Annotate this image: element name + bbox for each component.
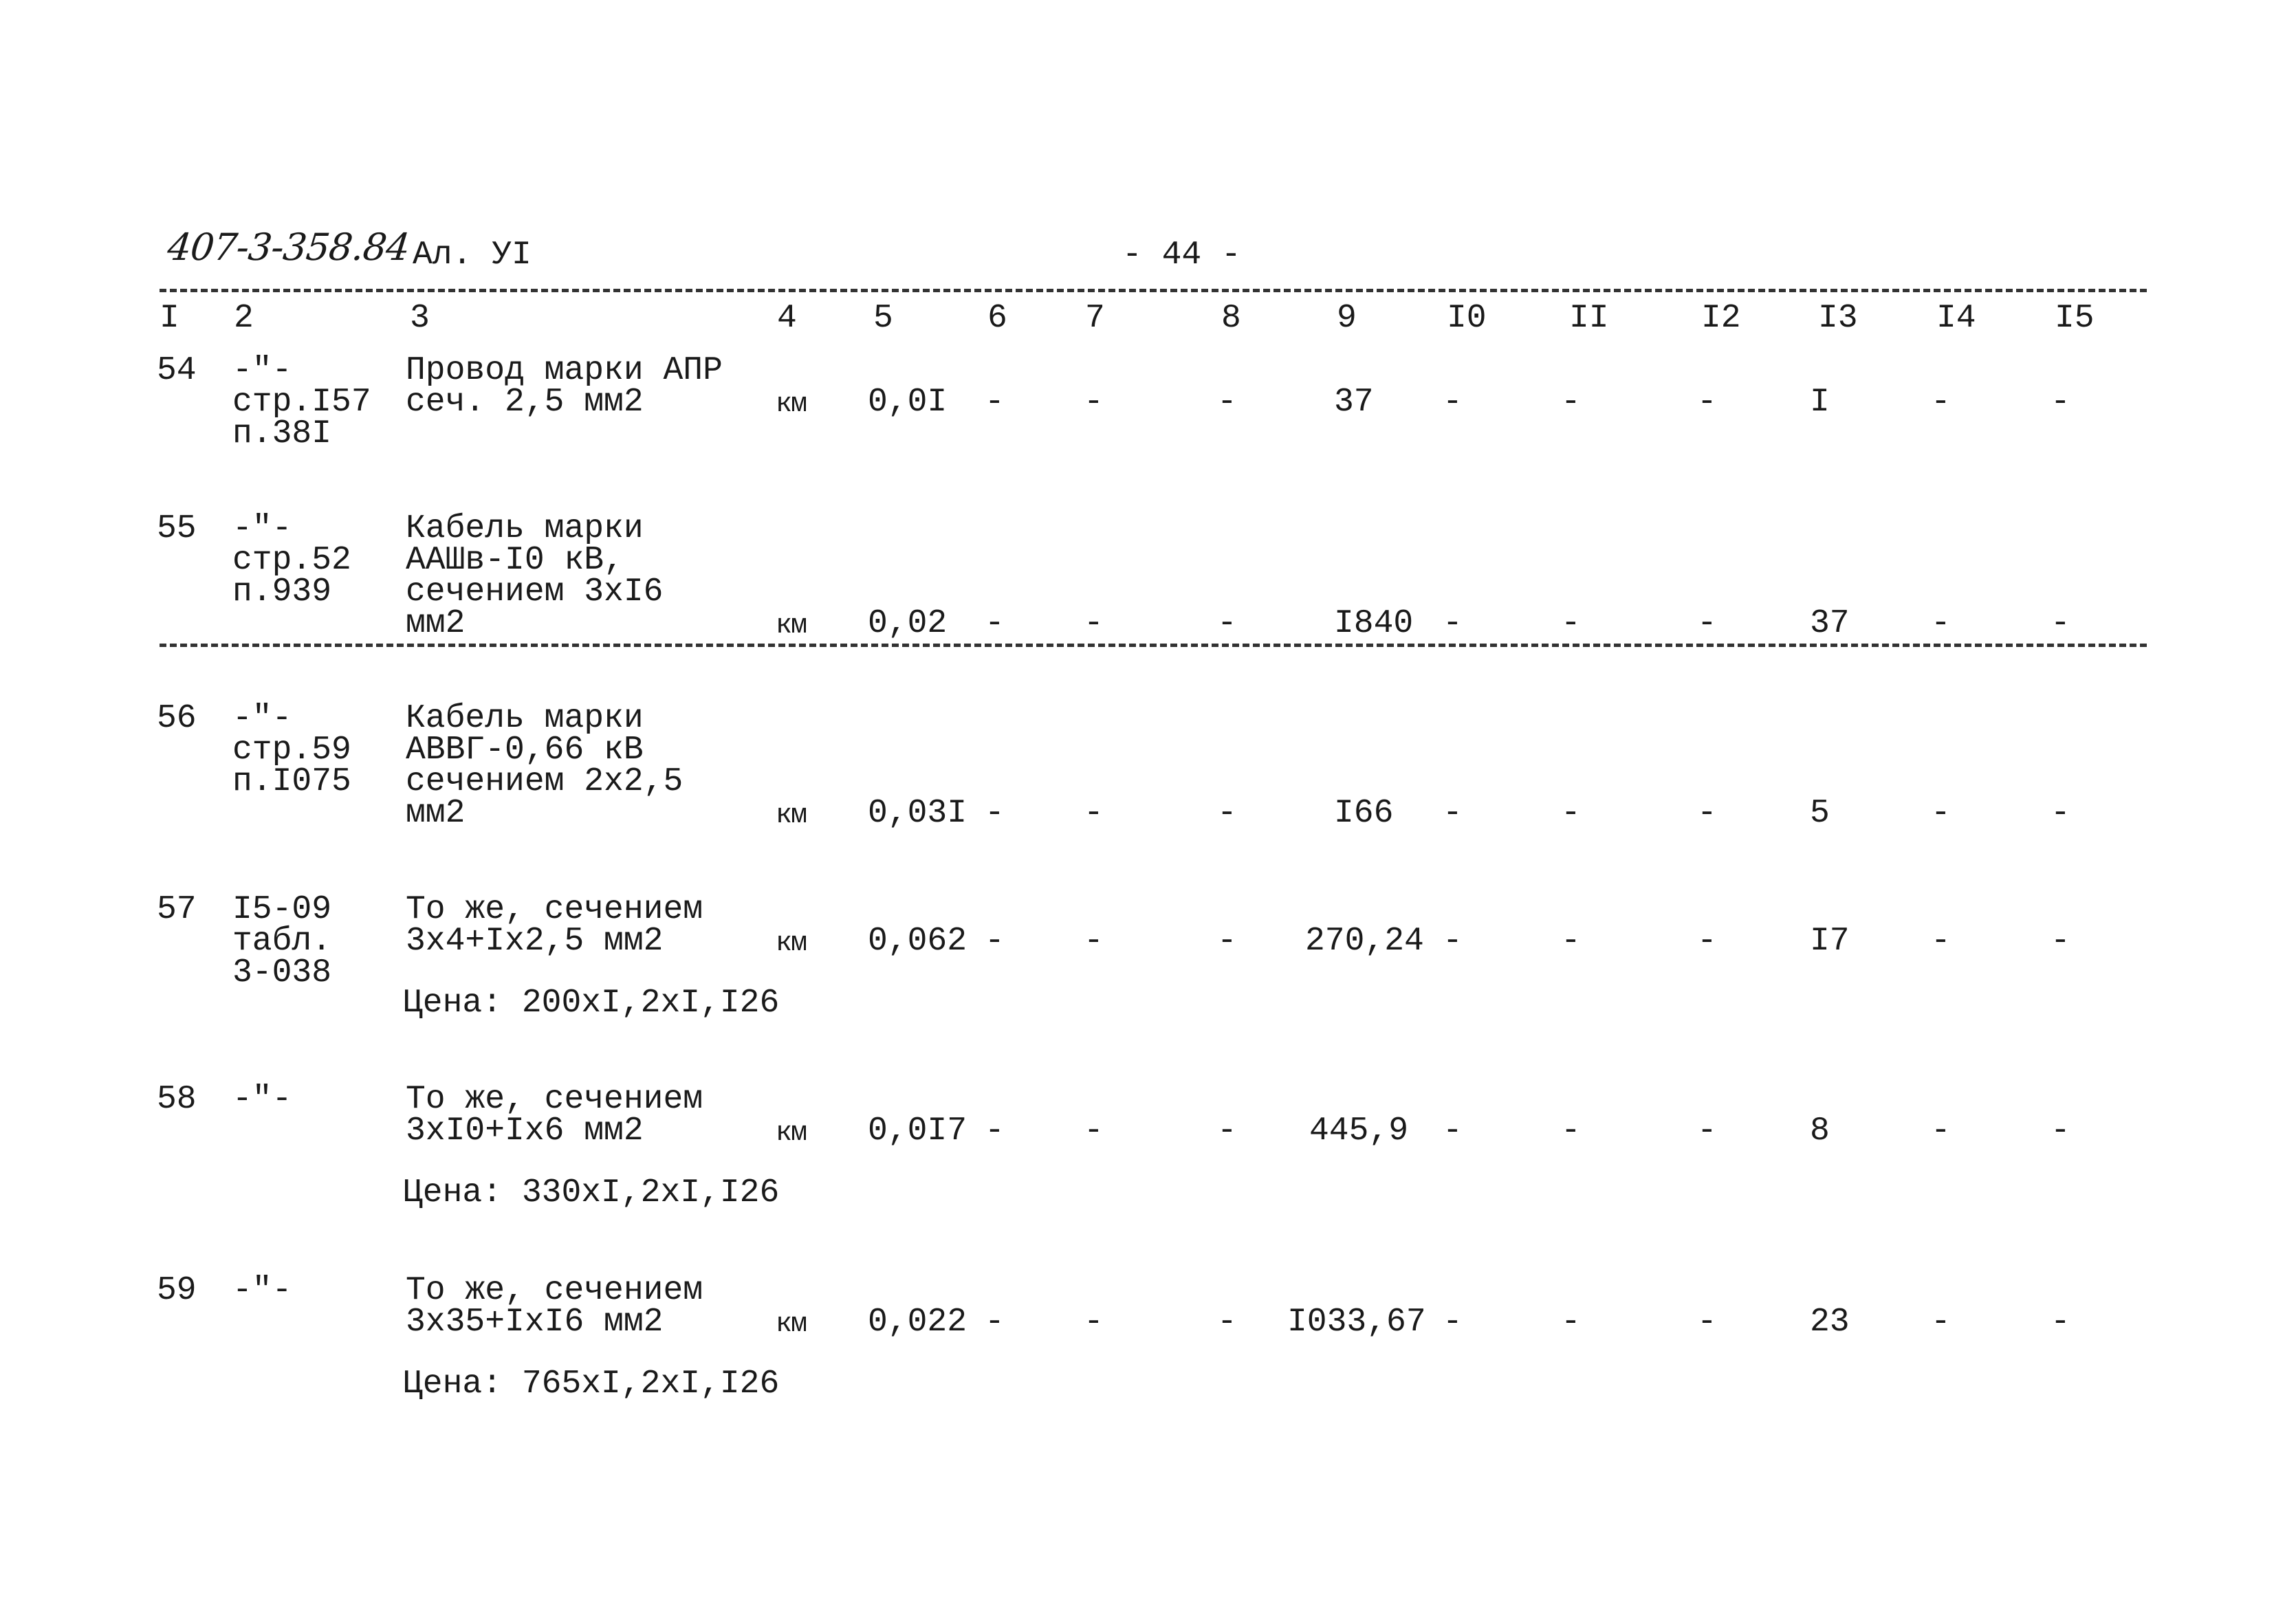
row-col10: - <box>1443 605 1463 642</box>
column-number: 8 <box>1221 300 1241 337</box>
row-col13: 37 <box>1810 605 1850 642</box>
row-col14: - <box>1931 1112 1951 1150</box>
row-col7: - <box>1084 1112 1104 1150</box>
row-col7: - <box>1084 605 1104 642</box>
row-col6: - <box>985 795 1005 832</box>
row-col14: - <box>1931 1304 1951 1341</box>
row-number: 57 <box>157 891 197 928</box>
row-col11: - <box>1561 605 1581 642</box>
row-col5: 0,022 <box>868 1304 967 1341</box>
row-col12: - <box>1697 605 1717 642</box>
row-col15: - <box>2051 795 2070 832</box>
row-col9: I66 <box>1334 795 1394 832</box>
row-col7: - <box>1084 384 1104 421</box>
row-description: То же, сечением 3х4+Iх2,5 мм2 <box>406 891 703 960</box>
row-col11: - <box>1561 923 1581 960</box>
row-reference: I5-09 табл. 3-038 <box>232 891 332 991</box>
row-col7: - <box>1084 795 1104 832</box>
row-col10: - <box>1443 795 1463 832</box>
row-col5: 0,02 <box>868 605 948 642</box>
row-number: 54 <box>157 352 197 389</box>
column-number: I5 <box>2055 300 2095 337</box>
row-reference: -"- <box>232 1081 292 1118</box>
row-col14: - <box>1931 605 1951 642</box>
row-col14: - <box>1931 384 1951 421</box>
column-number: 2 <box>234 300 254 337</box>
row-col8: - <box>1217 1304 1237 1341</box>
row-col11: - <box>1561 795 1581 832</box>
row-description: Провод марки АПР сеч. 2,5 мм2 <box>406 352 723 421</box>
row-col7: - <box>1084 923 1104 960</box>
row-col6: - <box>985 605 1005 642</box>
row-unit: км <box>776 1118 807 1149</box>
column-number: 6 <box>987 300 1007 337</box>
column-number: 9 <box>1337 300 1357 337</box>
row-col7: - <box>1084 1304 1104 1341</box>
row-col15: - <box>2051 923 2070 960</box>
row-col6: - <box>985 1304 1005 1341</box>
row-reference: -"- стр.59 п.I075 <box>232 700 351 800</box>
column-number: I4 <box>1936 300 1976 337</box>
row-col14: - <box>1931 795 1951 832</box>
row-col12: - <box>1697 923 1717 960</box>
row-unit: км <box>776 611 807 641</box>
row-col6: - <box>985 1112 1005 1150</box>
row-col15: - <box>2051 1304 2070 1341</box>
row-description: Кабель марки АВВГ-0,66 кВ сечением 2х2,5 мм2 <box>406 700 684 832</box>
row-col5: 0,062 <box>868 923 967 960</box>
column-number: I2 <box>1701 300 1741 337</box>
row-col10: - <box>1443 1304 1463 1341</box>
column-number: 7 <box>1085 300 1105 337</box>
document-code: 407-3-358.84 <box>165 226 412 269</box>
row-col13: 23 <box>1810 1304 1850 1341</box>
row-col9: I033,67 <box>1287 1304 1426 1341</box>
row-number: 55 <box>157 510 197 547</box>
sheet-label: Ал. УI <box>413 237 532 274</box>
row-col15: - <box>2051 1112 2070 1150</box>
row-reference: -"- стр.I57 п.38I <box>232 352 371 452</box>
row-description: То же, сечением 3х35+IхI6 мм2 <box>406 1272 703 1341</box>
row-unit: км <box>776 389 807 420</box>
row-col15: - <box>2051 384 2070 421</box>
row-unit: км <box>776 928 807 959</box>
row-reference: -"- <box>232 1272 292 1309</box>
row-unit: км <box>776 1309 807 1340</box>
row-col12: - <box>1697 1304 1717 1341</box>
row-col5: 0,0I <box>868 384 948 421</box>
row-col14: - <box>1931 923 1951 960</box>
column-number: 4 <box>777 300 797 337</box>
row-col11: - <box>1561 384 1581 421</box>
row-col8: - <box>1217 1112 1237 1150</box>
row-col10: - <box>1443 923 1463 960</box>
row-col10: - <box>1443 1112 1463 1150</box>
row-col11: - <box>1561 1304 1581 1341</box>
row-col8: - <box>1217 795 1237 832</box>
row-reference: -"- стр.52 п.939 <box>232 510 351 611</box>
row-col8: - <box>1217 605 1237 642</box>
row-number: 59 <box>157 1272 197 1309</box>
row-col13: I <box>1810 384 1830 421</box>
row-col9: 445,9 <box>1309 1112 1409 1150</box>
row-col13: 8 <box>1810 1112 1830 1150</box>
page-number: - 44 - <box>1122 237 1241 274</box>
row-col9: 270,24 <box>1305 923 1424 960</box>
row-col9: I840 <box>1334 605 1414 642</box>
row-col6: - <box>985 923 1005 960</box>
row-col5: 0,0I7 <box>868 1112 967 1150</box>
row-col10: - <box>1443 384 1463 421</box>
row-col12: - <box>1697 795 1717 832</box>
row-col8: - <box>1217 384 1237 421</box>
row-price-note: Цена: 330хI,2хI,I26 <box>403 1174 780 1211</box>
column-number: I <box>160 300 179 337</box>
row-description: То же, сечением 3хI0+Iх6 мм2 <box>406 1081 703 1150</box>
column-number: 3 <box>410 300 430 337</box>
column-number: I3 <box>1818 300 1858 337</box>
row-number: 58 <box>157 1081 197 1118</box>
row-col6: - <box>985 384 1005 421</box>
row-col12: - <box>1697 384 1717 421</box>
row-description: Кабель марки ААШв-I0 кВ, сечением 3хI6 мм2 <box>406 510 664 642</box>
row-price-note: Цена: 765хI,2хI,I26 <box>403 1365 780 1403</box>
row-col9: 37 <box>1334 384 1374 421</box>
row-col13: I7 <box>1810 923 1850 960</box>
row-col8: - <box>1217 923 1237 960</box>
row-unit: км <box>776 800 807 831</box>
column-number: 5 <box>873 300 893 337</box>
column-number: I0 <box>1447 300 1487 337</box>
row-col15: - <box>2051 605 2070 642</box>
row-col11: - <box>1561 1112 1581 1150</box>
row-col13: 5 <box>1810 795 1830 832</box>
row-number: 56 <box>157 700 197 737</box>
row-col12: - <box>1697 1112 1717 1150</box>
row-col5: 0,03I <box>868 795 967 832</box>
row-price-note: Цена: 200хI,2хI,I26 <box>403 985 780 1022</box>
column-number: II <box>1569 300 1609 337</box>
